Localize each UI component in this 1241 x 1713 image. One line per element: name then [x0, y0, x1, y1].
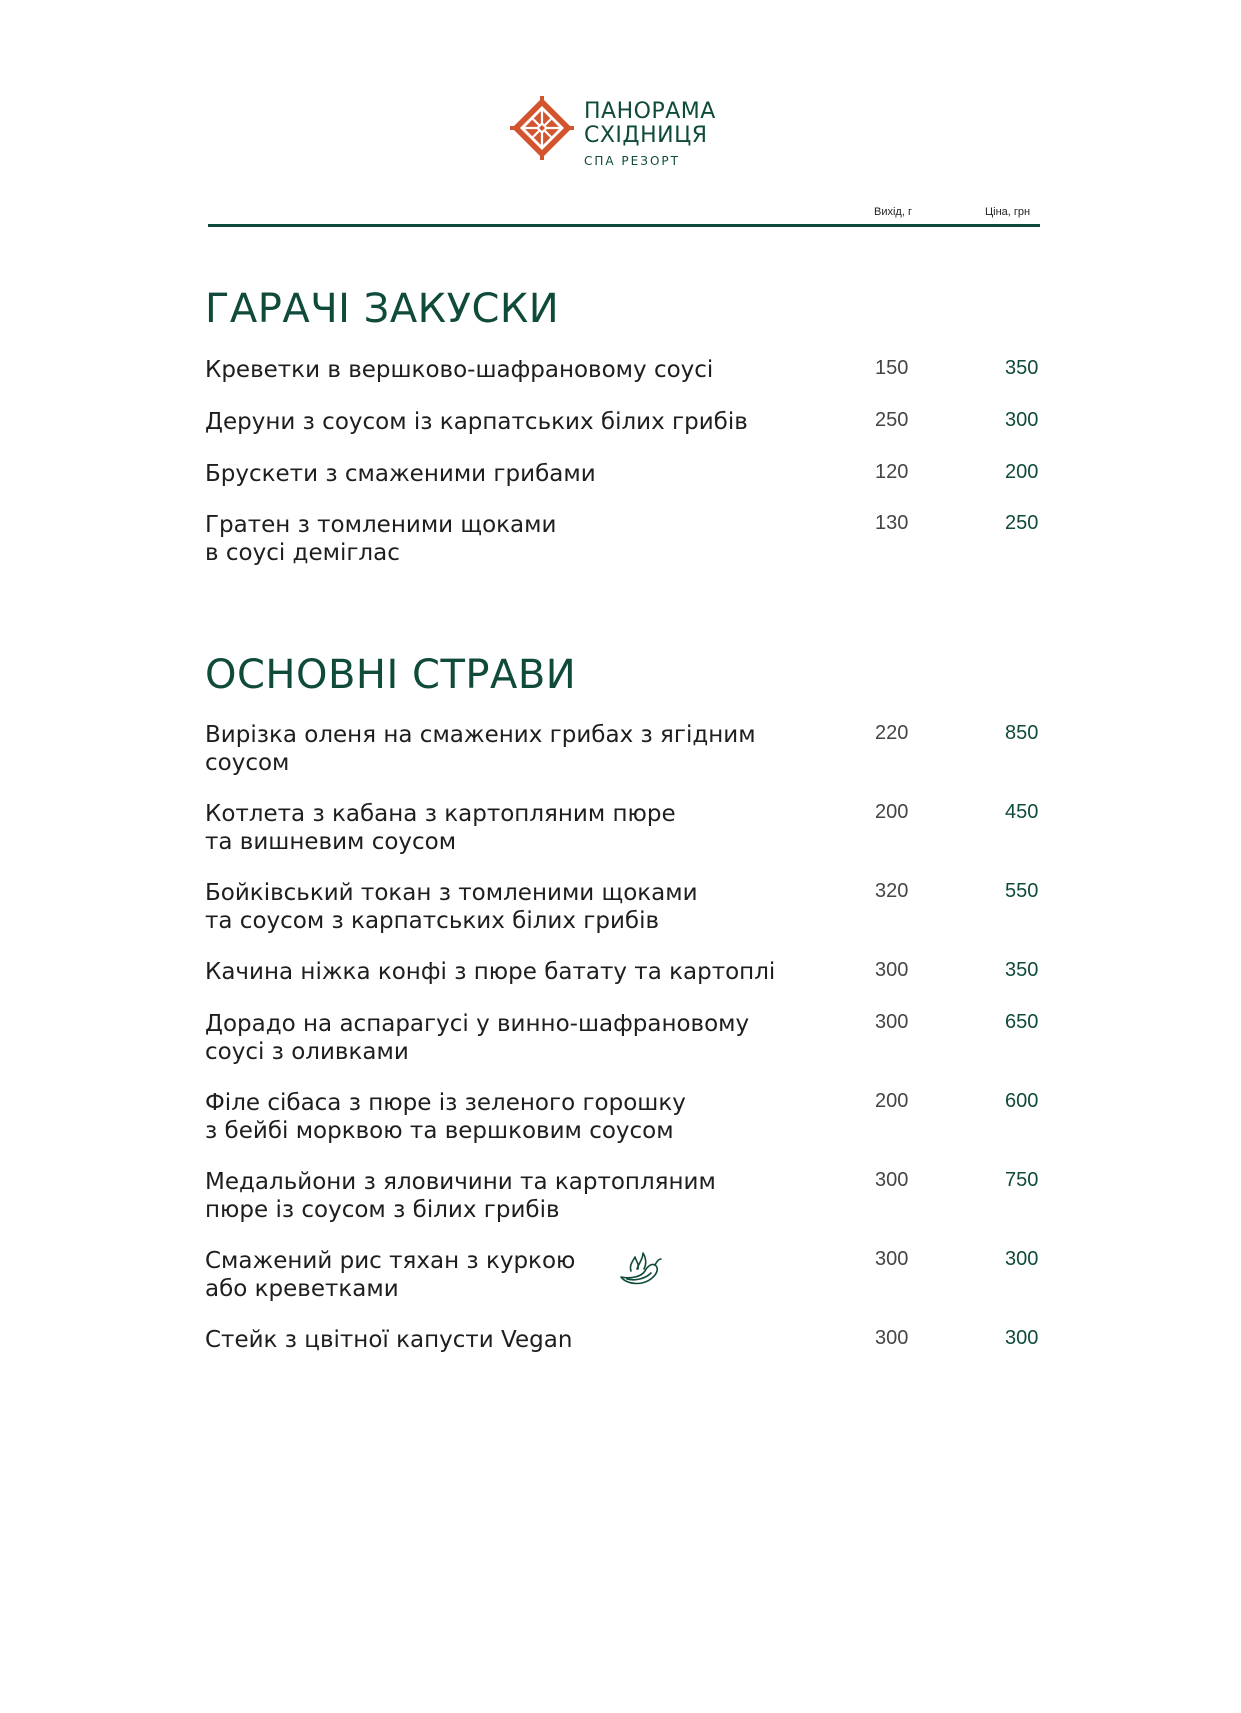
- dish-name: [205, 408, 805, 436]
- dish-name: [205, 460, 805, 488]
- dish-weight: 120: [875, 461, 909, 483]
- dish-weight: 130: [875, 512, 909, 534]
- dish-name-line: Смажений рис тяхан з куркою: [205, 1248, 576, 1274]
- dish-name-line: Дорадо на аспарагусі у винно-шафрановому: [205, 1011, 750, 1037]
- dish-name: [205, 958, 805, 986]
- dish-name: [205, 800, 805, 856]
- column-header-weight: Вихід, г: [874, 206, 912, 218]
- dish-name-line: або креветками: [205, 1276, 399, 1302]
- brand-line-1: ПАНОРАМА: [584, 99, 716, 124]
- dish-name-line: Медальйони з яловичини та картопляним: [205, 1169, 716, 1195]
- dish-weight: 300: [875, 1248, 909, 1270]
- dish-name-line: в соусі деміглас: [205, 540, 400, 566]
- dish-price: 250: [1005, 512, 1039, 534]
- dish-name-line: Креветки в вершково-шафрановому соусі: [205, 357, 714, 383]
- dish-name-line: Філе сібаса з пюре із зеленого горошку: [205, 1090, 686, 1116]
- dish-price: 300: [1005, 409, 1039, 431]
- dish-weight: 320: [875, 880, 909, 902]
- dish-weight: 200: [875, 1090, 909, 1112]
- dish-name-line: Стейк з цвітної капусти Vegan: [205, 1327, 573, 1353]
- spicy-pepper-icon: [617, 1247, 663, 1289]
- brand-line-2: СХІДНИЦЯ: [584, 123, 708, 148]
- dish-name-line: пюре із соусом з білих грибів: [205, 1197, 560, 1223]
- dish-weight: 300: [875, 1011, 909, 1033]
- brand-name: [584, 100, 716, 168]
- dish-name: [205, 721, 805, 777]
- dish-name-line: соусом: [205, 750, 290, 776]
- dish-name-line: Качина ніжка конфі з пюре батату та картоплі: [205, 959, 776, 985]
- dish-price: 450: [1005, 801, 1039, 823]
- dish-weight: 300: [875, 959, 909, 981]
- dish-weight: 250: [875, 409, 909, 431]
- ornament-logo-icon: [510, 96, 574, 160]
- dish-price: 300: [1005, 1327, 1039, 1349]
- dish-name-line: та соусом з карпатських білих грибів: [205, 908, 660, 934]
- dish-name: [205, 1010, 805, 1066]
- brand-subtitle: СПА РЕЗОРТ: [584, 154, 680, 168]
- dish-name-line: соусі з оливками: [205, 1039, 409, 1065]
- dish-name: [205, 1089, 805, 1145]
- dish-weight: 300: [875, 1327, 909, 1349]
- dish-weight: 220: [875, 722, 909, 744]
- dish-price: 300: [1005, 1248, 1039, 1270]
- dish-name-line: Гратен з томленими щоками: [205, 512, 557, 538]
- dish-name: [205, 1247, 805, 1303]
- dish-price: 350: [1005, 357, 1039, 379]
- dish-price: 750: [1005, 1169, 1039, 1191]
- dish-price: 350: [1005, 959, 1039, 981]
- section-title-hot-appetizers: ГАРАЧІ ЗАКУСКИ: [205, 286, 560, 332]
- dish-weight: 150: [875, 357, 909, 379]
- dish-weight: 200: [875, 801, 909, 823]
- dish-name-line: Бойківський токан з томленими щоками: [205, 880, 698, 906]
- brand-logo: [510, 96, 750, 176]
- dish-name: [205, 1326, 805, 1354]
- dish-price: 200: [1005, 461, 1039, 483]
- dish-name-line: Котлета з кабана з картопляним пюре: [205, 801, 676, 827]
- dish-price: 550: [1005, 880, 1039, 902]
- dish-name-line: з бейбі морквою та вершковим соусом: [205, 1118, 674, 1144]
- dish-name: [205, 356, 805, 384]
- dish-price: 600: [1005, 1090, 1039, 1112]
- dish-name-line: Брускети з смаженими грибами: [205, 461, 596, 487]
- dish-weight: 300: [875, 1169, 909, 1191]
- dish-name-line: Вирізка оленя на смажених грибах з ягідним: [205, 722, 756, 748]
- dish-name-line: та вишневим соусом: [205, 829, 457, 855]
- dish-price: 650: [1005, 1011, 1039, 1033]
- header-divider: [208, 224, 1040, 227]
- dish-name: [205, 511, 805, 567]
- dish-name-line: Деруни з соусом із карпатських білих грибів: [205, 409, 748, 435]
- dish-name: [205, 1168, 805, 1224]
- column-header-price: Ціна, грн: [985, 206, 1031, 218]
- section-title-main-courses: ОСНОВНІ СТРАВИ: [205, 652, 577, 698]
- dish-price: 850: [1005, 722, 1039, 744]
- dish-name: [205, 879, 805, 935]
